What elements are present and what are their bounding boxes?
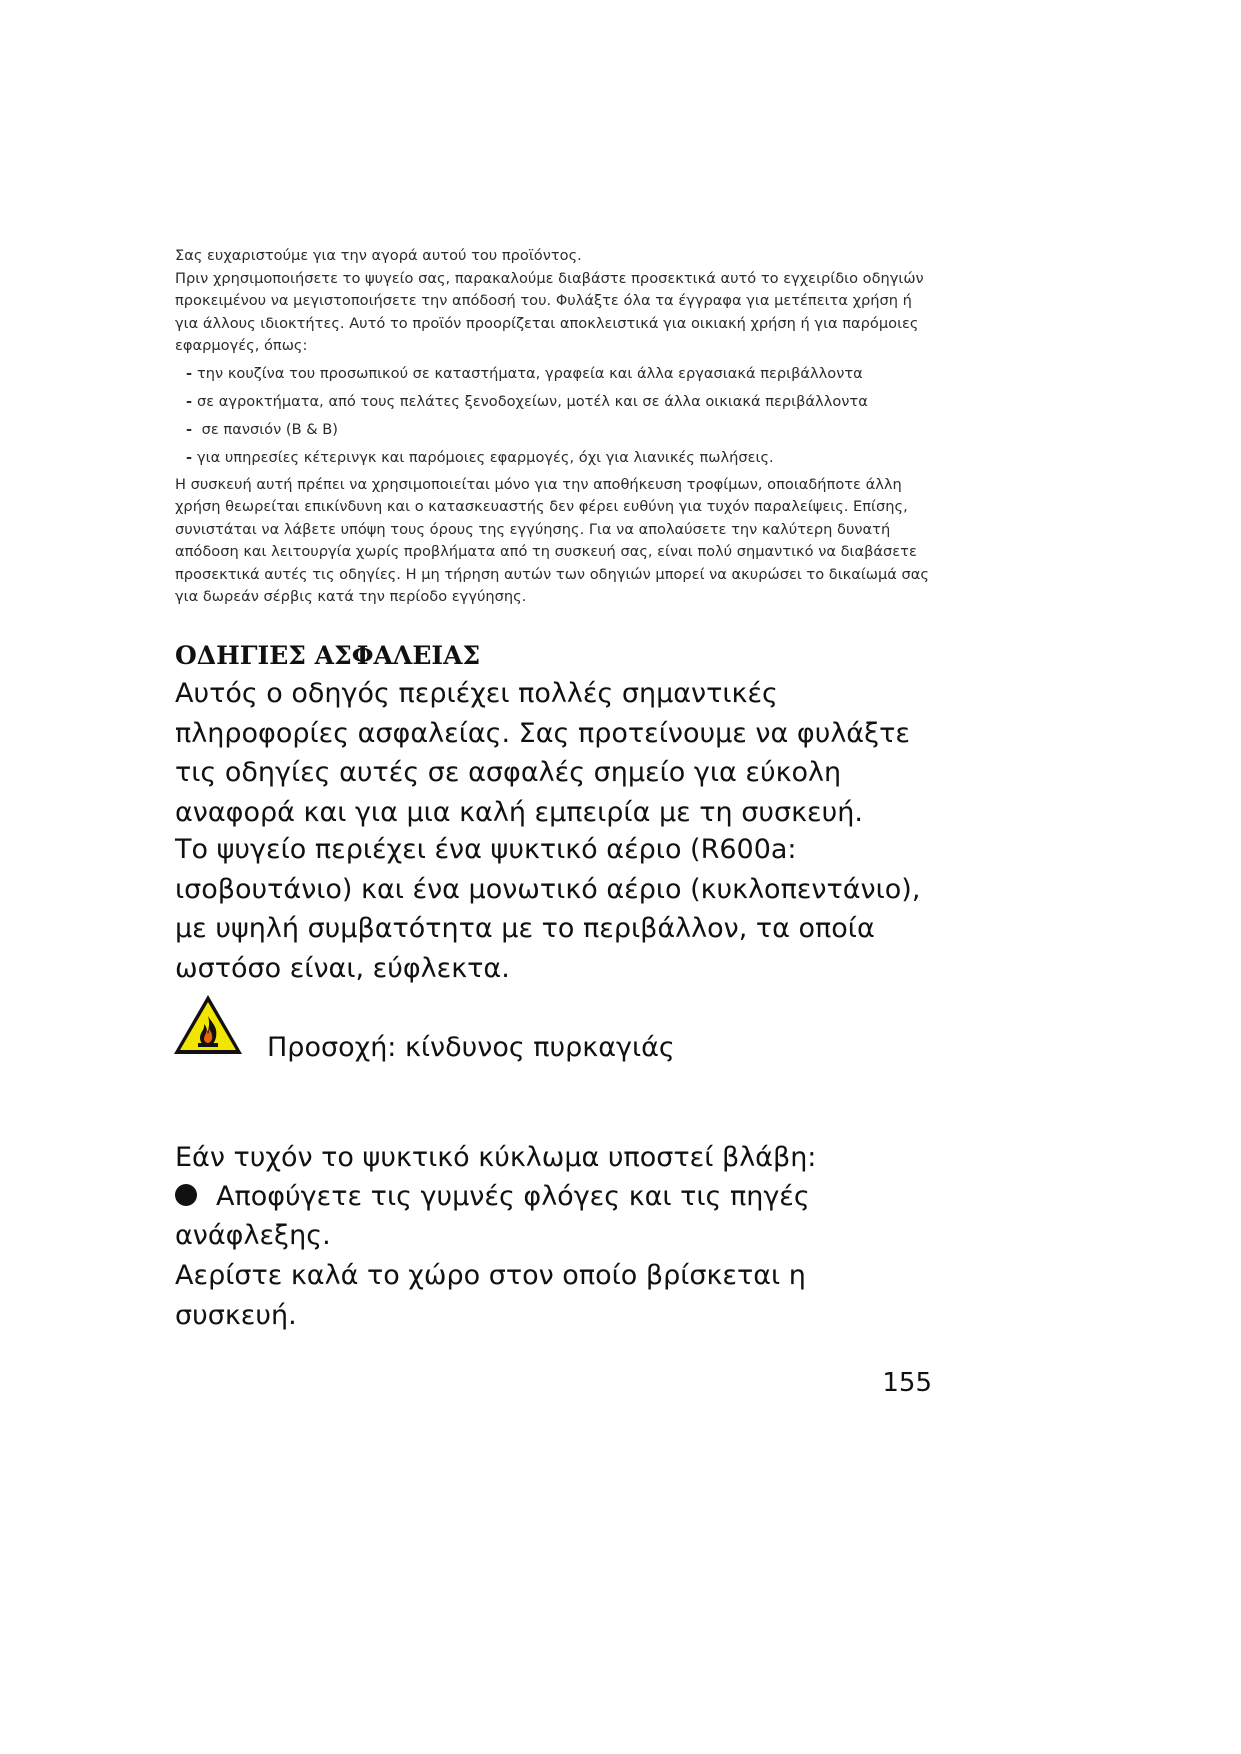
safety-paragraph-2: Το ψυγείο περιέχει ένα ψυκτικό αέριο (R600a: ισοβουτάνιο) και ένα μονωτικό αέριο (κυκλοπεντάνιο), με υψηλή συμβατότητα με το περιβάλλον, τα οποία ωστόσο είναι, εύφλεκτα. <box>175 834 921 984</box>
fire-warning-text: Προσοχή: κίνδυνος πυρκαγιάς <box>267 1032 675 1063</box>
thanks-line: Σας ευχαριστούμε για την αγορά αυτού του προϊόντος. <box>175 247 582 264</box>
damage-bullet-continuation: ανάφλεξης. <box>175 1220 331 1251</box>
safety-title: ΟΔΗΓΙΕΣ ΑΣΦΑΛΕΙΑΣ <box>175 641 481 670</box>
usage-paragraph: Η συσκευή αυτή πρέπει να χρησιμοποιείται μόνο για την αποθήκευση τροφίμων, οποιαδήποτε άλλη χρήση θεωρείται επικίνδυνη και ο κατασκευαστής δεν φέρει ευθύνη για τυχόν παραλείψεις. Επίσης, συνιστάται να λάβετε υπόψη τους όρους της εγγύησης. Για να απολαύσετε την καλύτερη δυνατή απόδοση και λειτουργία χωρίς προβλήματα από τη συσκευή σας, είναι πολύ σημαντικό να διαβάσετε προσεκτικά αυτές τις οδηγίες. Η μη τήρηση αυτών των οδηγιών μπορεί να ακυρώσει το δικαίωμά σας για δωρεάν σέρβις κατά την περίοδο εγγύησης. <box>175 475 929 605</box>
ventilate-instruction: Αερίστε καλά το χώρο στον οποίο βρίσκεται η συσκευή. <box>175 1260 806 1331</box>
list-item: - για υπηρεσίες κέτερινγκ και παρόμοιες εφαρμογές, όχι για λιανικές πωλήσεις. <box>186 448 774 466</box>
page-number: 155 <box>882 1368 932 1398</box>
list-item <box>175 1177 810 1217</box>
bullet-icon <box>175 1184 197 1206</box>
fire-hazard-icon <box>172 993 244 1057</box>
damage-bullet-text: Αποφύγετε τις γυμνές φλόγες και τις πηγές <box>216 1181 810 1212</box>
damage-intro: Εάν τυχόν το ψυκτικό κύκλωμα υποστεί βλάβη: <box>175 1142 817 1173</box>
usage-list <box>186 360 935 472</box>
intro-paragraph: Πριν χρησιμοποιήσετε το ψυγείο σας, παρακαλούμε διαβάστε προσεκτικά αυτό το εγχειρίδιο οδηγιών προκειμένου να μεγιστοποιήσετε την απόδοσή του. Φυλάξτε όλα τα έγγραφα για μετέπειτα χρήση ή για άλλους ιδιοκτήτες. Αυτό το προϊόν προορίζεται αποκλειστικά για οικιακή χρήση ή για παρόμοιες εφαρμογές, όπως: <box>175 269 924 354</box>
safety-paragraph-1: Αυτός ο οδηγός περιέχει πολλές σημαντικές πληροφορίες ασφαλείας. Σας προτείνουμε να φυλάξτε τις οδηγίες αυτές σε ασφαλές σημείο για εύκολη αναφορά και για μια καλή εμπειρία με τη συσκευή. <box>175 678 911 828</box>
list-item: - σε αγροκτήματα, από τους πελάτες ξενοδοχείων, μοτέλ και σε άλλα οικιακά περιβάλλοντα <box>186 392 868 410</box>
list-item: - την κουζίνα του προσωπικού σε καταστήματα, γραφεία και άλλα εργασιακά περιβάλλοντα <box>186 364 863 382</box>
intro-section <box>175 245 935 609</box>
list-item: - σε πανσιόν (B & B) <box>186 420 338 438</box>
